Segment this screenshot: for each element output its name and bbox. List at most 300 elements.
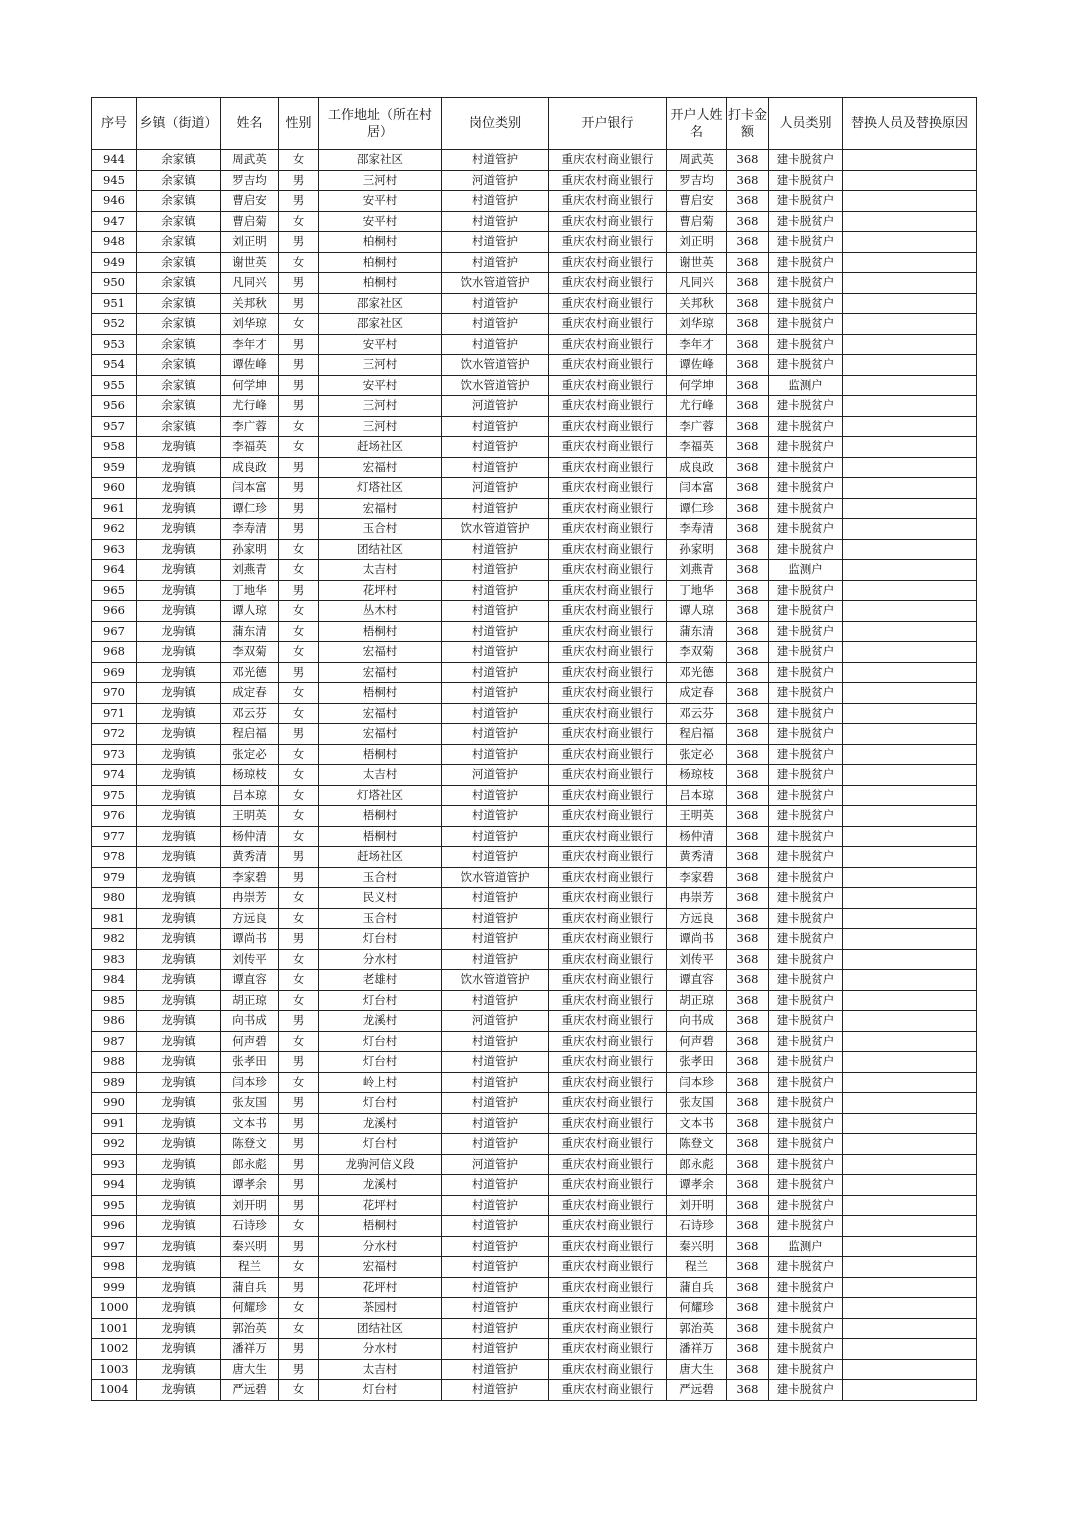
- table-row: [92, 949, 977, 970]
- cell-bank: 重庆农村商业银行: [549, 642, 667, 663]
- cell-person-category: 建卡脱贫户: [769, 806, 843, 827]
- cell-replacement: [843, 703, 977, 724]
- cell-bank: 重庆农村商业银行: [549, 375, 667, 396]
- cell-gender: 男: [279, 1113, 319, 1134]
- cell-person-category: 建卡脱贫户: [769, 601, 843, 622]
- cell-township: 龙驹镇: [137, 847, 221, 868]
- cell-person-category: 建卡脱贫户: [769, 724, 843, 745]
- cell-post-type: 村道管护: [442, 806, 549, 827]
- cell-post-type: 饮水管道管护: [442, 355, 549, 376]
- cell-amount: 368: [727, 1359, 769, 1380]
- cell-replacement: [843, 519, 977, 540]
- cell-gender: 女: [279, 949, 319, 970]
- cell-name: 谭直容: [221, 970, 279, 991]
- cell-township: 龙驹镇: [137, 908, 221, 929]
- cell-account-holder: 程启福: [667, 724, 727, 745]
- cell-replacement: [843, 539, 977, 560]
- cell-township: 龙驹镇: [137, 560, 221, 581]
- cell-work-address: 梧桐村: [319, 744, 442, 765]
- cell-replacement: [843, 437, 977, 458]
- cell-post-type: 饮水管道管护: [442, 970, 549, 991]
- cell-post-type: 村道管护: [442, 539, 549, 560]
- cell-account-holder: 胡正琼: [667, 990, 727, 1011]
- cell-work-address: 灯台村: [319, 1134, 442, 1155]
- cell-seq: 987: [92, 1031, 137, 1052]
- cell-amount: 368: [727, 1072, 769, 1093]
- cell-bank: 重庆农村商业银行: [549, 519, 667, 540]
- table-row: [92, 990, 977, 1011]
- cell-post-type: 村道管护: [442, 1195, 549, 1216]
- cell-replacement: [843, 642, 977, 663]
- table-row: [92, 888, 977, 909]
- cell-person-category: 建卡脱贫户: [769, 826, 843, 847]
- cell-post-type: 村道管护: [442, 416, 549, 437]
- cell-gender: 女: [279, 1216, 319, 1237]
- cell-gender: 女: [279, 683, 319, 704]
- cell-account-holder: 邓云芬: [667, 703, 727, 724]
- cell-replacement: [843, 1216, 977, 1237]
- cell-post-type: 饮水管道管护: [442, 375, 549, 396]
- cell-account-holder: 冉崇芳: [667, 888, 727, 909]
- cell-gender: 女: [279, 1380, 319, 1401]
- cell-account-holder: 何学坤: [667, 375, 727, 396]
- cell-work-address: 宏福村: [319, 457, 442, 478]
- cell-gender: 女: [279, 826, 319, 847]
- cell-replacement: [843, 683, 977, 704]
- cell-person-category: 建卡脱贫户: [769, 744, 843, 765]
- cell-replacement: [843, 1195, 977, 1216]
- cell-person-category: 建卡脱贫户: [769, 683, 843, 704]
- cell-bank: 重庆农村商业银行: [549, 724, 667, 745]
- cell-replacement: [843, 314, 977, 335]
- cell-name: 谭佐峰: [221, 355, 279, 376]
- cell-replacement: [843, 601, 977, 622]
- cell-account-holder: 周武英: [667, 150, 727, 171]
- table-row: [92, 355, 977, 376]
- cell-bank: 重庆农村商业银行: [549, 601, 667, 622]
- cell-township: 龙驹镇: [137, 519, 221, 540]
- cell-replacement: [843, 888, 977, 909]
- cell-seq: 947: [92, 211, 137, 232]
- cell-post-type: 村道管护: [442, 232, 549, 253]
- cell-work-address: 龙溪村: [319, 1011, 442, 1032]
- table-row: [92, 744, 977, 765]
- cell-work-address: 老雄村: [319, 970, 442, 991]
- table-row: [92, 498, 977, 519]
- cell-person-category: 建卡脱贫户: [769, 1257, 843, 1278]
- cell-bank: 重庆农村商业银行: [549, 683, 667, 704]
- cell-seq: 958: [92, 437, 137, 458]
- cell-bank: 重庆农村商业银行: [549, 355, 667, 376]
- cell-post-type: 村道管护: [442, 1298, 549, 1319]
- table-row: [92, 601, 977, 622]
- cell-person-category: 建卡脱贫户: [769, 211, 843, 232]
- cell-account-holder: 何耀珍: [667, 1298, 727, 1319]
- cell-gender: 男: [279, 1093, 319, 1114]
- cell-person-category: 建卡脱贫户: [769, 1052, 843, 1073]
- cell-work-address: 宏福村: [319, 1257, 442, 1278]
- cell-work-address: 太吉村: [319, 765, 442, 786]
- cell-account-holder: 郎永彪: [667, 1154, 727, 1175]
- cell-post-type: 村道管护: [442, 990, 549, 1011]
- cell-seq: 944: [92, 150, 137, 171]
- cell-name: 周武英: [221, 150, 279, 171]
- cell-name: 秦兴明: [221, 1236, 279, 1257]
- cell-replacement: [843, 1298, 977, 1319]
- cell-name: 文本书: [221, 1113, 279, 1134]
- cell-post-type: 河道管护: [442, 1011, 549, 1032]
- cell-replacement: [843, 867, 977, 888]
- cell-seq: 984: [92, 970, 137, 991]
- cell-work-address: 民义村: [319, 888, 442, 909]
- cell-township: 龙驹镇: [137, 1113, 221, 1134]
- cell-name: 李家碧: [221, 867, 279, 888]
- cell-post-type: 村道管护: [442, 293, 549, 314]
- table-row: [92, 1072, 977, 1093]
- cell-work-address: 邵家社区: [319, 314, 442, 335]
- cell-work-address: 花坪村: [319, 580, 442, 601]
- cell-gender: 女: [279, 908, 319, 929]
- cell-amount: 368: [727, 334, 769, 355]
- cell-gender: 男: [279, 1236, 319, 1257]
- cell-person-category: 建卡脱贫户: [769, 847, 843, 868]
- table-row: [92, 806, 977, 827]
- cell-account-holder: 张孝田: [667, 1052, 727, 1073]
- table-row: [92, 867, 977, 888]
- cell-township: 龙驹镇: [137, 744, 221, 765]
- cell-gender: 女: [279, 560, 319, 581]
- cell-amount: 368: [727, 1195, 769, 1216]
- cell-amount: 368: [727, 908, 769, 929]
- cell-person-category: 建卡脱贫户: [769, 1318, 843, 1339]
- cell-account-holder: 张友国: [667, 1093, 727, 1114]
- cell-gender: 女: [279, 150, 319, 171]
- cell-seq: 988: [92, 1052, 137, 1073]
- cell-work-address: 安平村: [319, 191, 442, 212]
- cell-township: 龙驹镇: [137, 539, 221, 560]
- cell-account-holder: 曹启菊: [667, 211, 727, 232]
- cell-person-category: 建卡脱贫户: [769, 1339, 843, 1360]
- cell-account-holder: 程兰: [667, 1257, 727, 1278]
- cell-township: 龙驹镇: [137, 1277, 221, 1298]
- cell-bank: 重庆农村商业银行: [549, 1031, 667, 1052]
- table-row: [92, 1134, 977, 1155]
- cell-gender: 女: [279, 888, 319, 909]
- cell-account-holder: 谭佐峰: [667, 355, 727, 376]
- cell-name: 李寿清: [221, 519, 279, 540]
- cell-township: 龙驹镇: [137, 1072, 221, 1093]
- cell-township: 余家镇: [137, 355, 221, 376]
- header-person-category: 人员类别: [769, 98, 843, 150]
- cell-account-holder: 谭尚书: [667, 929, 727, 950]
- cell-township: 龙驹镇: [137, 662, 221, 683]
- cell-person-category: 建卡脱贫户: [769, 355, 843, 376]
- cell-account-holder: 秦兴明: [667, 1236, 727, 1257]
- cell-township: 龙驹镇: [137, 1380, 221, 1401]
- cell-seq: 965: [92, 580, 137, 601]
- cell-bank: 重庆农村商业银行: [549, 1011, 667, 1032]
- cell-amount: 368: [727, 252, 769, 273]
- cell-name: 孙家明: [221, 539, 279, 560]
- cell-work-address: 宏福村: [319, 642, 442, 663]
- cell-name: 冉崇芳: [221, 888, 279, 909]
- table-row: [92, 416, 977, 437]
- cell-bank: 重庆农村商业银行: [549, 293, 667, 314]
- cell-account-holder: 刘燕青: [667, 560, 727, 581]
- cell-township: 龙驹镇: [137, 642, 221, 663]
- table-row: [92, 1113, 977, 1134]
- table-row: [92, 1359, 977, 1380]
- cell-account-holder: 丁地华: [667, 580, 727, 601]
- cell-account-holder: 谭直容: [667, 970, 727, 991]
- cell-township: 余家镇: [137, 252, 221, 273]
- cell-work-address: 柏桐村: [319, 252, 442, 273]
- cell-replacement: [843, 1339, 977, 1360]
- cell-account-holder: 严远碧: [667, 1380, 727, 1401]
- cell-bank: 重庆农村商业银行: [549, 150, 667, 171]
- cell-work-address: 赶场社区: [319, 437, 442, 458]
- cell-account-holder: 文本书: [667, 1113, 727, 1134]
- cell-person-category: 建卡脱贫户: [769, 642, 843, 663]
- cell-replacement: [843, 580, 977, 601]
- cell-work-address: 茶园村: [319, 1298, 442, 1319]
- cell-post-type: 村道管护: [442, 252, 549, 273]
- cell-post-type: 河道管护: [442, 170, 549, 191]
- cell-gender: 女: [279, 539, 319, 560]
- cell-gender: 女: [279, 765, 319, 786]
- cell-seq: 1002: [92, 1339, 137, 1360]
- cell-person-category: 建卡脱贫户: [769, 1380, 843, 1401]
- cell-post-type: 河道管护: [442, 1154, 549, 1175]
- cell-work-address: 梧桐村: [319, 806, 442, 827]
- cell-gender: 男: [279, 273, 319, 294]
- header-post-type: 岗位类别: [442, 98, 549, 150]
- cell-person-category: 建卡脱贫户: [769, 580, 843, 601]
- cell-gender: 男: [279, 396, 319, 417]
- cell-bank: 重庆农村商业银行: [549, 1277, 667, 1298]
- cell-bank: 重庆农村商业银行: [549, 560, 667, 581]
- cell-bank: 重庆农村商业银行: [549, 396, 667, 417]
- cell-person-category: 建卡脱贫户: [769, 273, 843, 294]
- cell-gender: 男: [279, 1339, 319, 1360]
- cell-gender: 男: [279, 457, 319, 478]
- cell-amount: 368: [727, 1236, 769, 1257]
- cell-person-category: 建卡脱贫户: [769, 396, 843, 417]
- table-row: [92, 683, 977, 704]
- cell-post-type: 村道管护: [442, 1359, 549, 1380]
- cell-work-address: 太吉村: [319, 1359, 442, 1380]
- table-row: [92, 211, 977, 232]
- cell-post-type: 村道管护: [442, 150, 549, 171]
- cell-replacement: [843, 293, 977, 314]
- cell-post-type: 村道管护: [442, 1339, 549, 1360]
- table-row: [92, 1031, 977, 1052]
- cell-seq: 972: [92, 724, 137, 745]
- cell-seq: 985: [92, 990, 137, 1011]
- table-row: [92, 334, 977, 355]
- cell-name: 李福英: [221, 437, 279, 458]
- cell-amount: 368: [727, 314, 769, 335]
- cell-person-category: 建卡脱贫户: [769, 621, 843, 642]
- cell-seq: 974: [92, 765, 137, 786]
- cell-seq: 977: [92, 826, 137, 847]
- cell-bank: 重庆农村商业银行: [549, 908, 667, 929]
- cell-name: 陈登文: [221, 1134, 279, 1155]
- cell-amount: 368: [727, 826, 769, 847]
- cell-township: 龙驹镇: [137, 1236, 221, 1257]
- cell-work-address: 玉合村: [319, 867, 442, 888]
- cell-township: 龙驹镇: [137, 683, 221, 704]
- cell-work-address: 团结社区: [319, 539, 442, 560]
- cell-amount: 368: [727, 498, 769, 519]
- cell-account-holder: 谭人琼: [667, 601, 727, 622]
- cell-township: 龙驹镇: [137, 580, 221, 601]
- cell-amount: 368: [727, 478, 769, 499]
- cell-account-holder: 闫本富: [667, 478, 727, 499]
- cell-work-address: 宏福村: [319, 703, 442, 724]
- cell-township: 龙驹镇: [137, 1175, 221, 1196]
- cell-account-holder: 李家碧: [667, 867, 727, 888]
- cell-seq: 986: [92, 1011, 137, 1032]
- cell-account-holder: 何声碧: [667, 1031, 727, 1052]
- cell-bank: 重庆农村商业银行: [549, 170, 667, 191]
- cell-seq: 969: [92, 662, 137, 683]
- cell-seq: 967: [92, 621, 137, 642]
- cell-amount: 368: [727, 744, 769, 765]
- cell-name: 王明英: [221, 806, 279, 827]
- cell-amount: 368: [727, 1277, 769, 1298]
- cell-bank: 重庆农村商业银行: [549, 826, 667, 847]
- cell-township: 龙驹镇: [137, 1339, 221, 1360]
- cell-seq: 1001: [92, 1318, 137, 1339]
- cell-work-address: 三河村: [319, 170, 442, 191]
- cell-post-type: 村道管护: [442, 1113, 549, 1134]
- cell-township: 龙驹镇: [137, 1134, 221, 1155]
- cell-work-address: 太吉村: [319, 560, 442, 581]
- table-row: [92, 314, 977, 335]
- cell-bank: 重庆农村商业银行: [549, 314, 667, 335]
- cell-account-holder: 尤行峰: [667, 396, 727, 417]
- cell-amount: 368: [727, 232, 769, 253]
- cell-seq: 953: [92, 334, 137, 355]
- cell-bank: 重庆农村商业银行: [549, 1298, 667, 1319]
- cell-gender: 女: [279, 642, 319, 663]
- cell-amount: 368: [727, 355, 769, 376]
- cell-name: 李双菊: [221, 642, 279, 663]
- cell-work-address: 玉合村: [319, 519, 442, 540]
- cell-seq: 981: [92, 908, 137, 929]
- cell-replacement: [843, 949, 977, 970]
- cell-work-address: 分水村: [319, 1236, 442, 1257]
- cell-seq: 997: [92, 1236, 137, 1257]
- cell-replacement: [843, 1175, 977, 1196]
- cell-post-type: 村道管护: [442, 929, 549, 950]
- cell-work-address: 灯台村: [319, 990, 442, 1011]
- cell-work-address: 宏福村: [319, 498, 442, 519]
- table-row: [92, 1154, 977, 1175]
- cell-account-holder: 刘开明: [667, 1195, 727, 1216]
- cell-post-type: 村道管护: [442, 211, 549, 232]
- cell-name: 闫本富: [221, 478, 279, 499]
- cell-post-type: 村道管护: [442, 1175, 549, 1196]
- cell-work-address: 宏福村: [319, 662, 442, 683]
- table-row: [92, 273, 977, 294]
- cell-work-address: 灯塔社区: [319, 478, 442, 499]
- header-replacement: 替换人员及替换原因: [843, 98, 977, 150]
- cell-amount: 368: [727, 273, 769, 294]
- cell-amount: 368: [727, 396, 769, 417]
- cell-bank: 重庆农村商业银行: [549, 1359, 667, 1380]
- cell-bank: 重庆农村商业银行: [549, 1257, 667, 1278]
- cell-work-address: 丛木村: [319, 601, 442, 622]
- cell-replacement: [843, 478, 977, 499]
- cell-bank: 重庆农村商业银行: [549, 334, 667, 355]
- cell-bank: 重庆农村商业银行: [549, 580, 667, 601]
- cell-seq: 960: [92, 478, 137, 499]
- cell-amount: 368: [727, 847, 769, 868]
- cell-gender: 女: [279, 1031, 319, 1052]
- cell-replacement: [843, 1257, 977, 1278]
- cell-post-type: 村道管护: [442, 1236, 549, 1257]
- table-body: [92, 150, 977, 1401]
- cell-seq: 990: [92, 1093, 137, 1114]
- cell-account-holder: 刘华琼: [667, 314, 727, 335]
- cell-township: 龙驹镇: [137, 498, 221, 519]
- cell-seq: 1003: [92, 1359, 137, 1380]
- cell-work-address: 梧桐村: [319, 683, 442, 704]
- cell-bank: 重庆农村商业银行: [549, 621, 667, 642]
- cell-bank: 重庆农村商业银行: [549, 703, 667, 724]
- cell-amount: 368: [727, 949, 769, 970]
- cell-township: 余家镇: [137, 232, 221, 253]
- cell-account-holder: 郭治英: [667, 1318, 727, 1339]
- cell-amount: 368: [727, 1011, 769, 1032]
- cell-person-category: 建卡脱贫户: [769, 437, 843, 458]
- cell-account-holder: 陈登文: [667, 1134, 727, 1155]
- cell-amount: 368: [727, 1031, 769, 1052]
- cell-seq: 961: [92, 498, 137, 519]
- cell-person-category: 建卡脱贫户: [769, 170, 843, 191]
- cell-person-category: 建卡脱贫户: [769, 1195, 843, 1216]
- cell-work-address: 三河村: [319, 396, 442, 417]
- cell-post-type: 村道管护: [442, 1318, 549, 1339]
- cell-township: 余家镇: [137, 416, 221, 437]
- cell-seq: 982: [92, 929, 137, 950]
- cell-township: 余家镇: [137, 150, 221, 171]
- cell-person-category: 建卡脱贫户: [769, 519, 843, 540]
- cell-seq: 957: [92, 416, 137, 437]
- cell-seq: 978: [92, 847, 137, 868]
- cell-bank: 重庆农村商业银行: [549, 888, 667, 909]
- cell-replacement: [843, 416, 977, 437]
- cell-work-address: 三河村: [319, 355, 442, 376]
- cell-amount: 368: [727, 1257, 769, 1278]
- cell-amount: 368: [727, 437, 769, 458]
- table-row: [92, 252, 977, 273]
- cell-replacement: [843, 375, 977, 396]
- cell-name: 黄秀清: [221, 847, 279, 868]
- cell-work-address: 邵家社区: [319, 150, 442, 171]
- cell-seq: 968: [92, 642, 137, 663]
- cell-name: 邓云芬: [221, 703, 279, 724]
- cell-seq: 1004: [92, 1380, 137, 1401]
- cell-replacement: [843, 498, 977, 519]
- cell-account-holder: 方远良: [667, 908, 727, 929]
- cell-amount: 368: [727, 170, 769, 191]
- cell-township: 龙驹镇: [137, 1359, 221, 1380]
- cell-township: 龙驹镇: [137, 1031, 221, 1052]
- cell-post-type: 村道管护: [442, 847, 549, 868]
